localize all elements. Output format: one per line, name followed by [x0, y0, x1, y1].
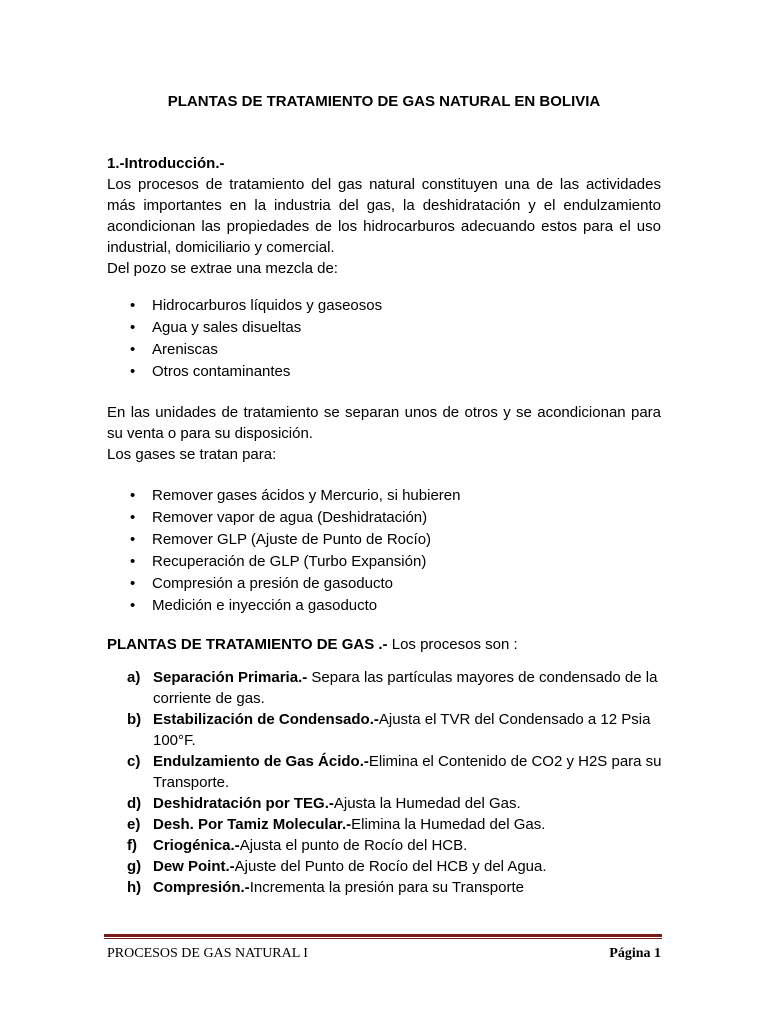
treatment-section [107, 402, 661, 465]
bullet-icon: • [130, 597, 136, 614]
process-item: c) Endulzamiento de Gas Ácido.-Elimina el Contenido de CO2 y H2S para su Transporte. [127, 753, 662, 791]
list-item: • Recuperación de GLP (Turbo Expansión) [130, 553, 427, 570]
list-item: • Remover gases ácidos y Mercurio, si hubieren [130, 487, 461, 504]
intro-section [107, 153, 661, 279]
process-item: h) Compresión.-Incrementa la presión para su Transporte [127, 879, 525, 896]
process-item: d) Deshidratación por TEG.-Ajusta la Humedad del Gas. [127, 795, 521, 812]
list-item: • Agua y sales disueltas [130, 319, 302, 336]
treatment-bullet-list [107, 485, 661, 617]
process-list [107, 667, 681, 898]
plants-heading-rest: Los procesos son : [387, 636, 518, 653]
intro-paragraph: Los procesos de tratamiento del gas natural constituyen una de las actividades más importantes en la industria del gas, la deshidratación y el endulzamiento acondicionan las propiedades de los hidrocarburos adecuando estos para el uso industrial, domiciliario y comercial. [107, 176, 661, 256]
plants-heading-line [107, 634, 661, 655]
intro-bullet-list [107, 295, 661, 383]
bullet-icon: • [130, 509, 136, 526]
bullet-icon: • [130, 297, 136, 314]
bullet-icon: • [130, 553, 136, 570]
list-item: • Areniscas [130, 341, 218, 358]
bullet-icon: • [130, 575, 136, 592]
footer-document-name: PROCESOS DE GAS NATURAL I [107, 946, 308, 961]
process-item: b) Estabilización de Condensado.-Ajusta el TVR del Condensado a 12 Psia 100°F. [127, 711, 651, 749]
intro-lead: Del pozo se extrae una mezcla de: [107, 260, 338, 277]
bullet-icon: • [130, 319, 136, 336]
process-item: f) Criogénica.-Ajusta el punto de Rocío del HCB. [127, 837, 468, 854]
footer-divider [104, 934, 662, 940]
process-item: e) Desh. Por Tamiz Molecular.-Elimina la Humedad del Gas. [127, 816, 546, 833]
list-item: • Medición e inyección a gasoducto [130, 597, 378, 614]
process-item: g) Dew Point.-Ajuste del Punto de Rocío del HCB y del Agua. [127, 858, 547, 875]
list-item: • Remover vapor de agua (Deshidratación) [130, 509, 428, 526]
list-item: • Otros contaminantes [130, 363, 291, 380]
process-item: a) Separación Primaria.- Separa las partículas mayores de condensado de la corriente de gas. [127, 669, 658, 707]
bullet-icon: • [130, 531, 136, 548]
intro-heading: 1.-Introducción.- [107, 155, 225, 172]
list-item: • Hidrocarburos líquidos y gaseosos [130, 297, 383, 314]
bullet-icon: • [130, 487, 136, 504]
bullet-icon: • [130, 341, 136, 358]
treatment-paragraph: En las unidades de tratamiento se separan unos de otros y se acondicionan para su venta o para su disposición. [107, 404, 661, 442]
footer-page-number: Página 1 [609, 946, 661, 961]
plants-heading: PLANTAS DE TRATAMIENTO DE GAS .- [107, 636, 388, 653]
treatment-lead: Los gases se tratan para: [107, 446, 277, 463]
list-item: • Remover GLP (Ajuste de Punto de Rocío) [130, 531, 432, 548]
list-item: • Compresión a presión de gasoducto [130, 575, 393, 592]
document-title: PLANTAS DE TRATAMIENTO DE GAS NATURAL EN BOLIVIA [167, 93, 601, 110]
bullet-icon: • [130, 363, 136, 380]
